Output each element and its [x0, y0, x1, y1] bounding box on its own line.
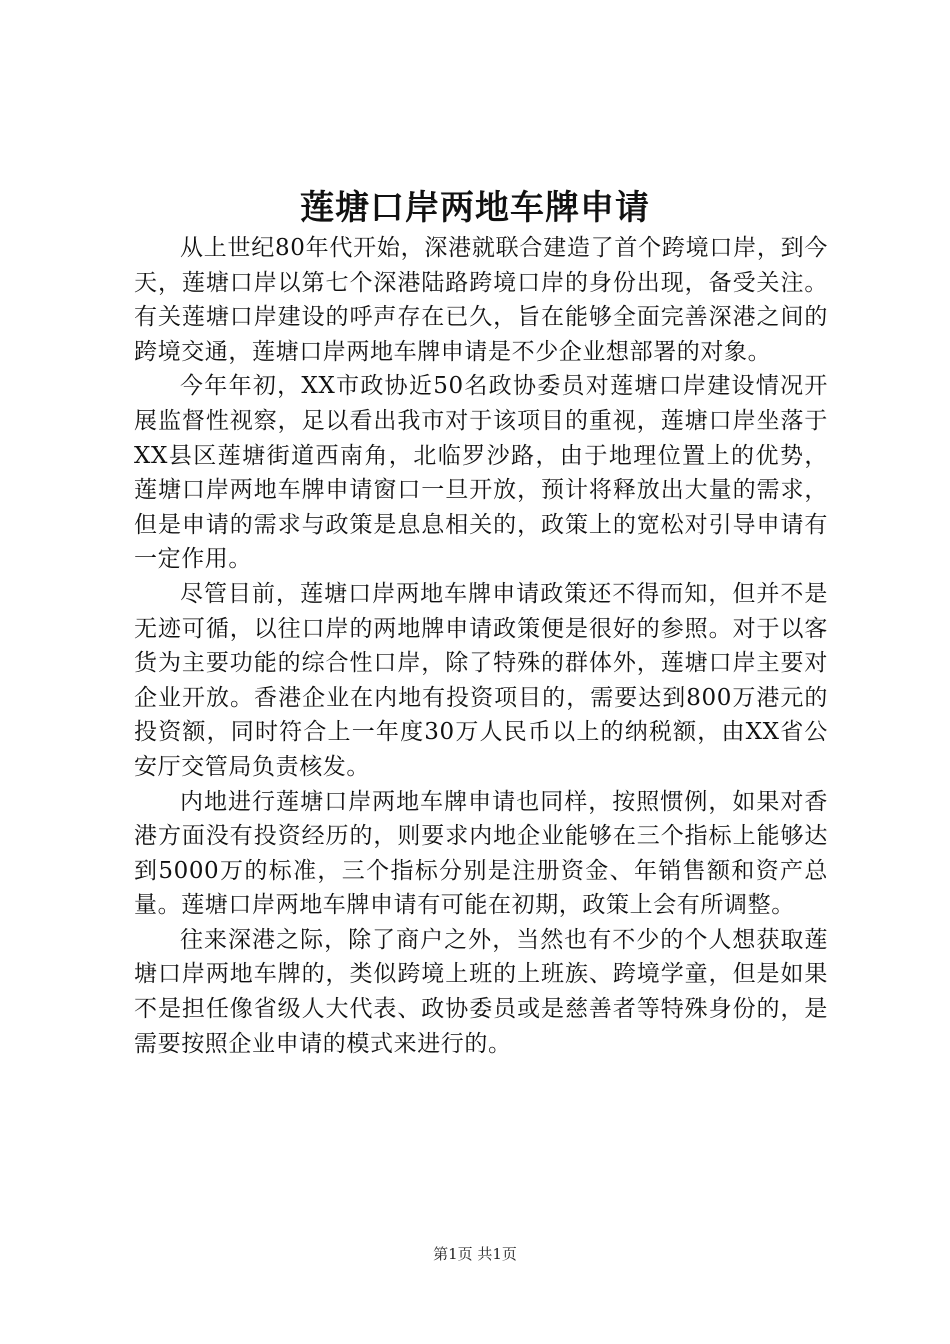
document-body [134, 231, 828, 1061]
paragraph-4: 内地进行莲塘口岸两地车牌申请也同样，按照惯例，如果对香港方面没有投资经历的，则要求内地企业能够在三个指标上能够达到5000万的标准，三个指标分别是注册资金、年销售额和资产总量。莲塘口岸两地车牌申请有可能在初期，政策上会有所调整。 [134, 788, 828, 919]
paragraph-3: 尽管目前，莲塘口岸两地车牌申请政策还不得而知，但并不是无迹可循，以往口岸的两地牌申请政策便是很好的参照。对于以客货为主要功能的综合性口岸，除了特殊的群体外，莲塘口岸主要对企业开放。香港企业在内地有投资项目的，需要达到800万港元的投资额，同时符合上一年度30万人民币以上的纳税额，由XX省公安厅交管局负责核发。 [134, 580, 828, 780]
paragraph-2: 今年年初，XX市政协近50名政协委员对莲塘口岸建设情况开展监督性视察，足以看出我市对于该项目的重视，莲塘口岸坐落于XX县区莲塘街道西南角，北临罗沙路，由于地理位置上的优势，莲塘口岸两地车牌申请窗口一旦开放，预计将释放出大量的需求，但是申请的需求与政策是息息相关的，政策上的宽松对引导申请有一定作用。 [134, 373, 828, 573]
page-footer: 第1页 共1页 [433, 1245, 517, 1263]
paragraph-5: 往来深港之际，除了商户之外，当然也有不少的个人想获取莲塘口岸两地车牌的，类似跨境上班的上班族、跨境学童，但是如果不是担任像省级人大代表、政协委员或是慈善者等特殊身份的，是需要按照企业申请的模式来进行的。 [134, 926, 828, 1057]
paragraph-1: 从上世纪80年代开始，深港就联合建造了首个跨境口岸，到今天，莲塘口岸以第七个深港陆路跨境口岸的身份出现，备受关注。有关莲塘口岸建设的呼声存在已久，旨在能够全面完善深港之间的跨境交通，莲塘口岸两地车牌申请是不少企业想部署的对象。 [134, 235, 828, 365]
document-title: 莲塘口岸两地车牌申请 [300, 188, 650, 228]
